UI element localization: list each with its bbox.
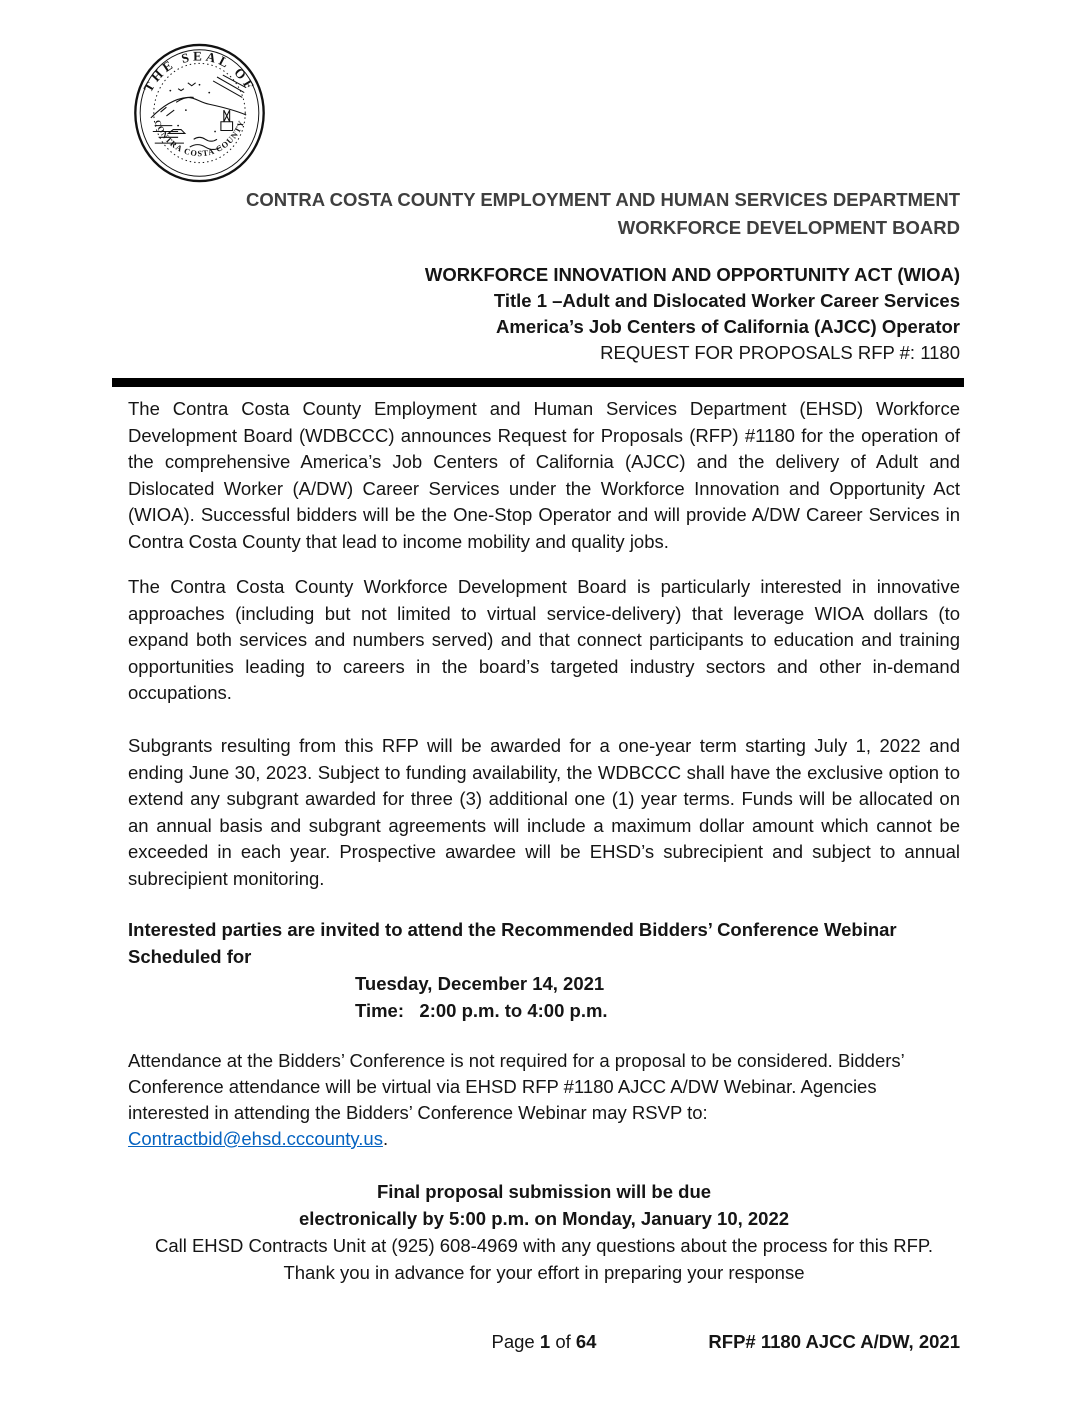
document-title-block [128, 262, 960, 366]
seal-bottom-text: CONTRA COSTA COUNTY [152, 118, 247, 159]
intro-paragraph: The Contra Costa County Employment and Human Services Department (EHSD) Workforce Development Board (WDBCCC) announces Request for Proposals (RFP) #1180 for the operation of the comprehensive America’s Job Centers of California (AJCC) and the delivery of Adult and Dislocated Worker (A/DW) Career Services under the Workforce Innovation and Opportunity Act (WIOA). Successful bidders will be the One-Stop Operator and will provide A/DW Career Services in Contra Costa County that lead to income mobility and quality jobs. [128, 398, 960, 552]
of-label: of [555, 1331, 571, 1352]
rsvp-email-link[interactable]: Contractbid@ehsd.cccounty.us [128, 1128, 383, 1149]
header-board-line: WORKFORCE DEVELOPMENT BOARD [617, 217, 960, 238]
contact-line: Call EHSD Contracts Unit at (925) 608-4969 with any questions about the process for this RFP. [154, 1235, 934, 1256]
thanks-line: Thank you in advance for your effort in preparing your response [283, 1262, 805, 1283]
closing-block [128, 1178, 960, 1286]
bidders-conference-invite: Interested parties are invited to attend the Recommended Bidders’ Conference Webinar Scheduled for [128, 919, 897, 967]
document-header [128, 186, 960, 242]
title-rfp-number-line: REQUEST FOR PROPOSALS RFP #: 1180 [600, 342, 960, 363]
attendance-paragraph [128, 1048, 960, 1152]
final-deadline-line: electronically by 5:00 p.m. on Monday, January 10, 2022 [298, 1208, 790, 1229]
final-due-line: Final proposal submission will be due [376, 1181, 712, 1202]
conference-schedule [128, 970, 960, 1024]
subgrant-paragraph: Subgrants resulting from this RFP will be awarded for a one-year term starting July 1, 2022 and ending June 30, 2023. Subject to funding availability, the WDBCCC shall have the exclusive option to extend any subgrant awarded for three (3) additional one (1) year terms. Funds will be allocated on an annual basis and subgrant agreements will include a maximum dollar amount which cannot be exceeded in each year. Prospective awardee will be EHSD’s subrecipient and subject to annual subrecipient monitoring. [128, 735, 960, 889]
attendance-text: Attendance at the Bidders’ Conference is not required for a proposal to be considered. Bidders’ Conference attendance will be virtual via EHSD RFP #1180 AJCC A/DW Webinar. Agencies interested in attending the Bidders’ Conference Webinar may RSVP to: [128, 1050, 905, 1123]
county-seal-graphic [131, 42, 268, 184]
title-title1-line: Title 1 –Adult and Dislocated Worker Career Services [493, 290, 960, 311]
seal-speckles [169, 84, 215, 132]
attendance-period: . [382, 1128, 389, 1149]
page-footer [128, 1329, 960, 1355]
page-label: Page [491, 1331, 535, 1352]
rfp-reference: RFP# 1180 AJCC A/DW, 2021 [708, 1331, 960, 1352]
divider-rule [112, 378, 964, 387]
page-number: 1 [539, 1331, 551, 1352]
page-total: 64 [575, 1331, 597, 1352]
svg-text:THE SEAL OF [140, 48, 259, 94]
innovation-paragraph: The Contra Costa County Workforce Development Board is particularly interested in innovative approaches (including but not limited to virtual service-delivery) that leverage WIOA dollars (to expand both services and numbers served) and that connect participants to education and training opportunities leading to careers in the board’s targeted industry sectors and other in-demand occupations. [128, 576, 960, 703]
title-wioa-line: WORKFORCE INNOVATION AND OPPORTUNITY ACT (WIOA) [424, 264, 960, 285]
title-ajcc-line: America’s Job Centers of California (AJCC) Operator [496, 316, 960, 337]
seal-top-text: THE SEAL OF [140, 48, 259, 95]
conference-date: Tuesday, December 14, 2021 [355, 973, 605, 994]
conference-time: Time: 2:00 p.m. to 4:00 p.m. [355, 1000, 608, 1021]
county-seal [131, 42, 268, 184]
header-department-line: CONTRA COSTA COUNTY EMPLOYMENT AND HUMAN SERVICES DEPARTMENT [246, 189, 960, 210]
